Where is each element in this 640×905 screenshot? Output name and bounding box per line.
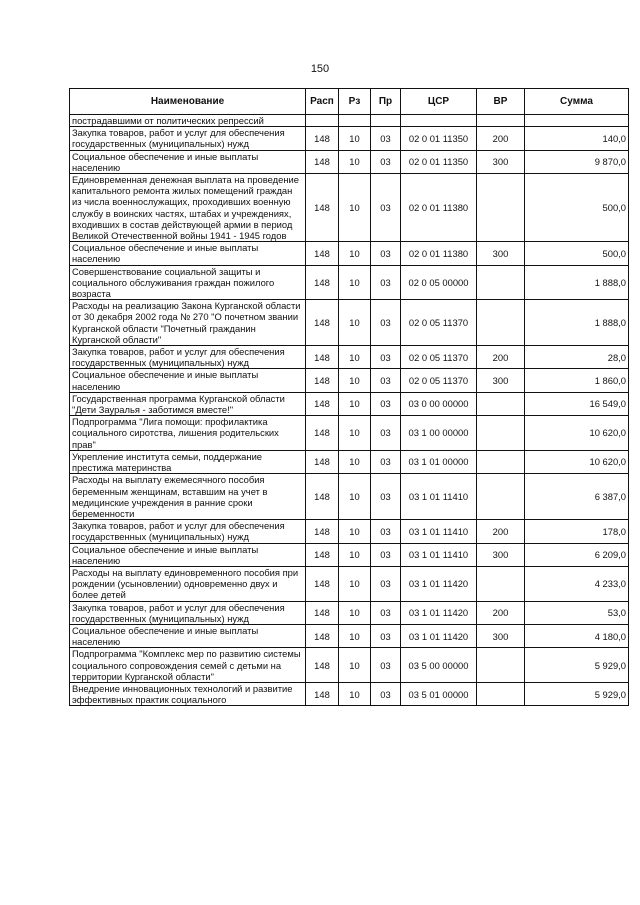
cell-rz	[339, 115, 371, 127]
cell-sum	[525, 115, 629, 127]
cell-vr	[477, 300, 525, 346]
cell-rz: 10	[339, 127, 371, 150]
cell-rz: 10	[339, 450, 371, 473]
table-row	[70, 174, 629, 242]
cell-name: Социальное обеспечение и иные выплаты населению	[70, 624, 306, 647]
table-row	[70, 300, 629, 346]
cell-csr: 02 0 01 11350	[401, 127, 477, 150]
table-row	[70, 416, 629, 451]
cell-rz: 10	[339, 543, 371, 566]
cell-vr: 300	[477, 369, 525, 392]
cell-sum: 10 620,0	[525, 416, 629, 451]
cell-name: Укрепление института семьи, поддержание престижа материнства	[70, 450, 306, 473]
cell-rasp: 148	[306, 416, 339, 451]
cell-pr: 03	[371, 300, 401, 346]
cell-name: Закупка товаров, работ и услуг для обеспечения государственных (муниципальных) нужд	[70, 520, 306, 543]
cell-sum: 53,0	[525, 601, 629, 624]
cell-sum: 1 888,0	[525, 265, 629, 300]
table-row	[70, 392, 629, 415]
cell-vr: 200	[477, 346, 525, 369]
table-row	[70, 115, 629, 127]
cell-rz: 10	[339, 474, 371, 520]
header-vr: ВР	[477, 89, 525, 115]
cell-name: Расходы на реализацию Закона Курганской области от 30 декабря 2002 года № 270 "О почетном звании Курганской области "Почетный гражданин Курганской области"	[70, 300, 306, 346]
cell-name: Социальное обеспечение и иные выплаты населению	[70, 242, 306, 265]
cell-csr: 02 0 01 11380	[401, 242, 477, 265]
cell-rasp: 148	[306, 601, 339, 624]
cell-name: Совершенствование социальной защиты и социального обслуживания граждан пожилого возраста	[70, 265, 306, 300]
cell-rz: 10	[339, 566, 371, 601]
cell-rz: 10	[339, 242, 371, 265]
cell-vr	[477, 174, 525, 242]
cell-pr: 03	[371, 242, 401, 265]
cell-name: Расходы на выплату ежемесячного пособия беременным женщинам, вставшим на учет в медицинские учреждения в ранние сроки беременности	[70, 474, 306, 520]
cell-vr: 300	[477, 150, 525, 173]
cell-vr	[477, 474, 525, 520]
cell-rz: 10	[339, 392, 371, 415]
cell-pr: 03	[371, 416, 401, 451]
cell-vr	[477, 392, 525, 415]
cell-rasp: 148	[306, 566, 339, 601]
cell-sum: 6 209,0	[525, 543, 629, 566]
cell-pr: 03	[371, 346, 401, 369]
cell-name: Подпрограмма "Комплекс мер по развитию системы социального сопровождения семей с детьми на территории Курганской области"	[70, 648, 306, 683]
cell-csr: 02 0 01 11350	[401, 150, 477, 173]
cell-rz: 10	[339, 601, 371, 624]
table-row	[70, 543, 629, 566]
cell-rasp: 148	[306, 242, 339, 265]
cell-csr: 02 0 05 11370	[401, 369, 477, 392]
cell-sum: 10 620,0	[525, 450, 629, 473]
cell-pr: 03	[371, 392, 401, 415]
cell-csr: 03 1 01 11410	[401, 543, 477, 566]
cell-csr: 03 1 01 11410	[401, 474, 477, 520]
cell-rz: 10	[339, 174, 371, 242]
cell-vr	[477, 566, 525, 601]
cell-name: Социальное обеспечение и иные выплаты населению	[70, 543, 306, 566]
header-sum: Сумма	[525, 89, 629, 115]
cell-rz: 10	[339, 682, 371, 705]
header-rz: Рз	[339, 89, 371, 115]
table-row	[70, 150, 629, 173]
header-csr: ЦСР	[401, 89, 477, 115]
cell-rz: 10	[339, 150, 371, 173]
cell-rasp: 148	[306, 474, 339, 520]
cell-pr: 03	[371, 601, 401, 624]
cell-rz: 10	[339, 346, 371, 369]
cell-csr: 03 1 01 11420	[401, 566, 477, 601]
cell-pr: 03	[371, 450, 401, 473]
cell-rasp: 148	[306, 624, 339, 647]
cell-pr: 03	[371, 648, 401, 683]
cell-sum: 5 929,0	[525, 648, 629, 683]
table-row	[70, 242, 629, 265]
cell-rz: 10	[339, 369, 371, 392]
cell-rz: 10	[339, 265, 371, 300]
cell-name: Единовременная денежная выплата на проведение капитального ремонта жилых помещений граждан из числа военнослужащих, проходивших военную службу в воинских частях, штабах и учреждениях, входивших в состав действующей армии в период Великой Отечественной войны 1941 - 1945 годов	[70, 174, 306, 242]
cell-name: Закупка товаров, работ и услуг для обеспечения государственных (муниципальных) нужд	[70, 601, 306, 624]
cell-pr: 03	[371, 543, 401, 566]
cell-pr: 03	[371, 265, 401, 300]
table-body	[70, 115, 629, 706]
cell-vr	[477, 450, 525, 473]
table-header	[70, 89, 629, 115]
cell-rasp: 148	[306, 300, 339, 346]
cell-rasp: 148	[306, 346, 339, 369]
cell-sum: 140,0	[525, 127, 629, 150]
cell-rasp: 148	[306, 369, 339, 392]
cell-pr: 03	[371, 520, 401, 543]
cell-sum: 4 233,0	[525, 566, 629, 601]
cell-csr: 03 1 01 00000	[401, 450, 477, 473]
table-row	[70, 601, 629, 624]
cell-pr: 03	[371, 474, 401, 520]
cell-vr: 300	[477, 543, 525, 566]
cell-name: Подпрограмма "Лига помощи: профилактика социального сиротства, лишения родительских прав"	[70, 416, 306, 451]
cell-name: пострадавшими от политических репрессий	[70, 115, 306, 127]
cell-sum: 4 180,0	[525, 624, 629, 647]
table-row	[70, 369, 629, 392]
table-row	[70, 624, 629, 647]
cell-csr: 02 0 01 11380	[401, 174, 477, 242]
header-rasp: Расп	[306, 89, 339, 115]
cell-csr	[401, 115, 477, 127]
table-row	[70, 265, 629, 300]
cell-name: Социальное обеспечение и иные выплаты населению	[70, 369, 306, 392]
table-row	[70, 566, 629, 601]
cell-csr: 03 1 01 11420	[401, 624, 477, 647]
cell-sum: 6 387,0	[525, 474, 629, 520]
cell-rasp: 148	[306, 392, 339, 415]
cell-rasp: 148	[306, 150, 339, 173]
cell-vr: 200	[477, 520, 525, 543]
cell-name: Закупка товаров, работ и услуг для обеспечения государственных (муниципальных) нужд	[70, 127, 306, 150]
table-row	[70, 474, 629, 520]
cell-rasp: 148	[306, 648, 339, 683]
cell-sum: 16 549,0	[525, 392, 629, 415]
cell-pr: 03	[371, 682, 401, 705]
table-row	[70, 520, 629, 543]
cell-vr	[477, 115, 525, 127]
cell-vr: 200	[477, 601, 525, 624]
cell-sum: 1 888,0	[525, 300, 629, 346]
cell-csr: 03 0 00 00000	[401, 392, 477, 415]
cell-vr	[477, 682, 525, 705]
cell-pr: 03	[371, 127, 401, 150]
cell-name: Социальное обеспечение и иные выплаты населению	[70, 150, 306, 173]
cell-vr: 200	[477, 127, 525, 150]
cell-rz: 10	[339, 648, 371, 683]
cell-vr	[477, 648, 525, 683]
cell-csr: 03 5 01 00000	[401, 682, 477, 705]
table-row	[70, 648, 629, 683]
cell-rz: 10	[339, 416, 371, 451]
cell-sum: 28,0	[525, 346, 629, 369]
cell-pr: 03	[371, 624, 401, 647]
cell-rz: 10	[339, 300, 371, 346]
cell-csr: 03 1 01 11410	[401, 520, 477, 543]
cell-rasp	[306, 115, 339, 127]
cell-csr: 03 5 00 00000	[401, 648, 477, 683]
cell-vr	[477, 265, 525, 300]
cell-rasp: 148	[306, 265, 339, 300]
budget-table	[69, 88, 629, 706]
cell-csr: 02 0 05 00000	[401, 265, 477, 300]
cell-pr: 03	[371, 150, 401, 173]
cell-sum: 178,0	[525, 520, 629, 543]
cell-rasp: 148	[306, 520, 339, 543]
cell-rasp: 148	[306, 682, 339, 705]
cell-sum: 9 870,0	[525, 150, 629, 173]
cell-pr	[371, 115, 401, 127]
cell-csr: 02 0 05 11370	[401, 346, 477, 369]
cell-sum: 1 860,0	[525, 369, 629, 392]
table-row	[70, 682, 629, 705]
header-pr: Пр	[371, 89, 401, 115]
cell-csr: 02 0 05 11370	[401, 300, 477, 346]
cell-csr: 03 1 00 00000	[401, 416, 477, 451]
table-row	[70, 450, 629, 473]
cell-pr: 03	[371, 566, 401, 601]
cell-name: Закупка товаров, работ и услуг для обеспечения государственных (муниципальных) нужд	[70, 346, 306, 369]
cell-name: Расходы на выплату единовременного пособия при рождении (усыновлении) одновременно двух и более детей	[70, 566, 306, 601]
header-name: Наименование	[70, 89, 306, 115]
cell-vr	[477, 416, 525, 451]
table-row	[70, 127, 629, 150]
cell-pr: 03	[371, 174, 401, 242]
cell-rz: 10	[339, 624, 371, 647]
cell-rasp: 148	[306, 174, 339, 242]
page-number: 150	[310, 63, 330, 75]
cell-name: Государственная программа Курганской области "Дети Зауралья - заботимся вместе!"	[70, 392, 306, 415]
cell-pr: 03	[371, 369, 401, 392]
cell-name: Внедрение инновационных технологий и развитие эффективных практик социального	[70, 682, 306, 705]
table-row	[70, 346, 629, 369]
cell-sum: 500,0	[525, 174, 629, 242]
cell-sum: 500,0	[525, 242, 629, 265]
cell-rasp: 148	[306, 450, 339, 473]
cell-vr: 300	[477, 242, 525, 265]
cell-vr: 300	[477, 624, 525, 647]
cell-csr: 03 1 01 11420	[401, 601, 477, 624]
cell-rasp: 148	[306, 543, 339, 566]
cell-rz: 10	[339, 520, 371, 543]
cell-sum: 5 929,0	[525, 682, 629, 705]
cell-rasp: 148	[306, 127, 339, 150]
